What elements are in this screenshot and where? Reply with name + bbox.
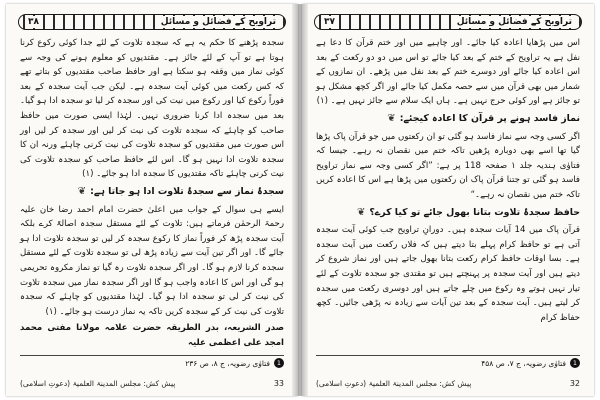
left-page-number: 33 <box>273 378 284 388</box>
right-page-heading-2-text: حافظ سجدۂ تلاوت بتانا بھول جائے تو کیا کرے؟ <box>369 206 580 218</box>
right-page-header <box>314 14 582 30</box>
right-page <box>302 4 594 396</box>
ornament-icon: ❦ <box>356 206 366 218</box>
right-page-footnote-text: فتاوٰی رضویہ، ج ۷، ص ۴۵۸ <box>481 358 566 368</box>
left-page-heading-1-text: سجدۂ نماز سے سجدۂ تلاوت ادا ہو جاتا ہے: <box>90 185 284 197</box>
right-page-footer <box>316 376 580 390</box>
left-page-footnote-text: فتاوٰی رضویہ، ج ۸، ص ۲۳۶ <box>185 358 270 368</box>
right-page-header-number: ۳۷ <box>321 16 338 28</box>
right-page-paragraph-2: اگر کسی وجہ سے نماز فاسد ہو گئی تو ان رکعتوں میں جو قرآن پاک پڑھا گیا تھا اسے بھی دوبارہ پڑھیں تاکہ ختم میں نقصان نہ رہے۔ جیسا کہ فتاوٰی ہندیہ جلد ۱ صفحہ 118 پر ہے: ”اگر کسی وجہ سے نماز تراویح فاسد ہو گئی تو جتنا قرآن پاک ان رکعتوں میں پڑھا ہے اس کا اعادہ کریں تاکہ ختم میں نقصان نہ رہے۔“ <box>316 131 580 200</box>
right-page-body <box>316 36 580 346</box>
left-page-header-title: تراویح کے فضائل و مسائل <box>158 16 279 28</box>
left-page-heading-1 <box>20 185 284 200</box>
right-page-footnote <box>481 358 580 368</box>
right-page-publisher: پیش کش: مجلس المدینۃ العلمیۃ (دعوتِ اسلامی) <box>316 378 472 388</box>
ornament-icon: ❦ <box>77 185 87 197</box>
right-page-number: 32 <box>569 378 580 388</box>
left-page-body <box>20 36 284 346</box>
right-page-heading-1-text: نماز فاسد ہونے پر قرآن کا اعادہ کیجئے: <box>399 112 580 124</box>
footnote-number-icon: 1 <box>274 358 284 368</box>
left-page-footnote-divider <box>20 355 284 356</box>
right-page-heading-2 <box>316 206 580 221</box>
ornament-icon: ❦ <box>387 112 396 124</box>
right-page-header-title: تراویح کے فضائل و مسائل <box>454 16 575 28</box>
open-book <box>6 4 594 396</box>
book-spine-gutter <box>292 4 308 396</box>
left-page-header-number: ۳۸ <box>25 16 42 28</box>
footnote-number-icon: 1 <box>570 358 580 368</box>
right-page-heading-1 <box>316 112 580 127</box>
left-page-signature: صدر الشریعہ، بدر الطریقہ حضرت علامہ مولانا مفتی محمد امجد علی اعظمی علیہ <box>20 323 284 348</box>
left-page-paragraph-1: سجدہ پڑھنے کا حکم یہ ہے کہ سجدہ تلاوت کے لئے جدا کوئی رکوع کرنا ہوتا ہے تو آپ کے لئے جائز ہے۔ مقتدیوں کو معلوم ہونے کی وجہ سے کوئی نماز میں وقفہ ہو سکتا ہے اور حافظ صاحب مقتدیوں کو بتاتے تھے کہ کس رکعت میں کوئی آیت سجدہ ہے۔ لیکن جب آیت سجدہ کے بعد فوراً رکوع کیا اور رکوع میں نیت کی اور سجدہ کر لیا تو سجدہ ادا ہو گیا۔ بعد میں سجدہ ادا کرنا ضروری نہیں۔ لہٰذا ایسی صورت میں حافظ صاحب کو چاہئے کہ سجدہ تلاوت کی نیت کر لیں اور سجدہ کر لیں اور اس صورت میں مقتدیوں کو سجدہ تلاوت کی نیت کرنی چاہئے ورنہ ان کا سجدہ تلاوت ادا نہیں ہو گا۔ اس لئے حافظ صاحب کو سجدہ تلاوت کی نیت کرنی چاہئے تاکہ مقتدیوں کا سجدہ ادا ہو جائے۔ (۱) <box>19 38 284 180</box>
right-page-footnote-divider <box>316 355 580 356</box>
left-page-paragraph-2: ایسے ہی سوال کے جواب میں اعلیٰ حضرت امام احمد رضا خان علیہ رحمۃ الرحمٰن فرماتے ہیں: تلاوت کے لئے مستقل سجدہ اصالۃً کرے بلکہ آیت سجدہ پڑھ کر فوراً نماز کا رکوع سجدہ کر لیں تو سجدہ تلاوت ادا ہو جائے گا۔ اور اگر تین آیت سے زیادہ پڑھ لی تو سجدہ تلاوت کے لئے مستقل سجدہ کرنا لازم ہو گا۔ اور اگر سجدہ تلاوت رہ گیا تو نماز مکروہ تحریمی ہو گی اور اس کا اعادہ واجب ہو گا اور اگر سجدہ نماز میں سجدہ تلاوت کی نیت کر لی تو سجدہ ادا ہو گیا۔ لہٰذا مقتدیوں کو چاہئے کہ سجدہ تلاوت کی نیت کر کے سجدہ کریں تاکہ یہ نماز درست ہو جائے۔ (۱) <box>20 204 284 317</box>
left-page-header <box>18 14 286 30</box>
left-page <box>6 4 298 396</box>
right-page-paragraph-3: قرآن پاک میں 14 آیات سجدہ ہیں۔ دورانِ تراویح جب کوئی آیت سجدہ آتی ہے تو حافظ کرام پہلے بتا دیتے ہیں کہ فلاں رکعت میں آیت سجدہ ہے۔ بسا اوقات حافظ کرام رکعت بتانا بھول جاتے ہیں اور نماز شروع کر دیتے ہیں اور آیت سجدہ پر پہنچتے ہیں تو مقتدی جو سجدہ تلاوت کے لئے تیار نہیں ہوتے وہ رکوع میں چلے جاتے ہیں اور دوسری رکعت میں سجدہ کر لیتے ہیں۔ آیت سجدہ کے بعد تین آیات سے زیادہ نہ پڑھی جائیں۔ کچھ حفاظ کرام <box>316 225 580 323</box>
left-page-publisher: پیش کش: مجلس المدینۃ العلمیۃ (دعوتِ اسلامی) <box>20 378 176 388</box>
left-page-footer <box>20 376 284 390</box>
right-page-paragraph-1: اس میں پڑھایا اعادہ کیا جائے۔ اور چاہیے میں اور ختم قرآن کا دعا ہے نفل ہے یہ تراویح کے ختم کے بعد کیا جائے تو اس میں دو دو رکعت کے بعد اس اعادہ کیا جائے اور دوسرے ختم کے بعد نفل میں پڑھے۔ ان نمازوں کے شمار میں بھی قرآن میں سے حصہ مکمل کیا جائے اور اگر کچھ مشکل ہو تو جائز ہے اور کوئی حرج نہیں ہے۔ ہاں ایک سلام سے جائز نہیں ہے۔ (۱) <box>316 38 580 107</box>
left-page-footnote <box>185 358 284 368</box>
